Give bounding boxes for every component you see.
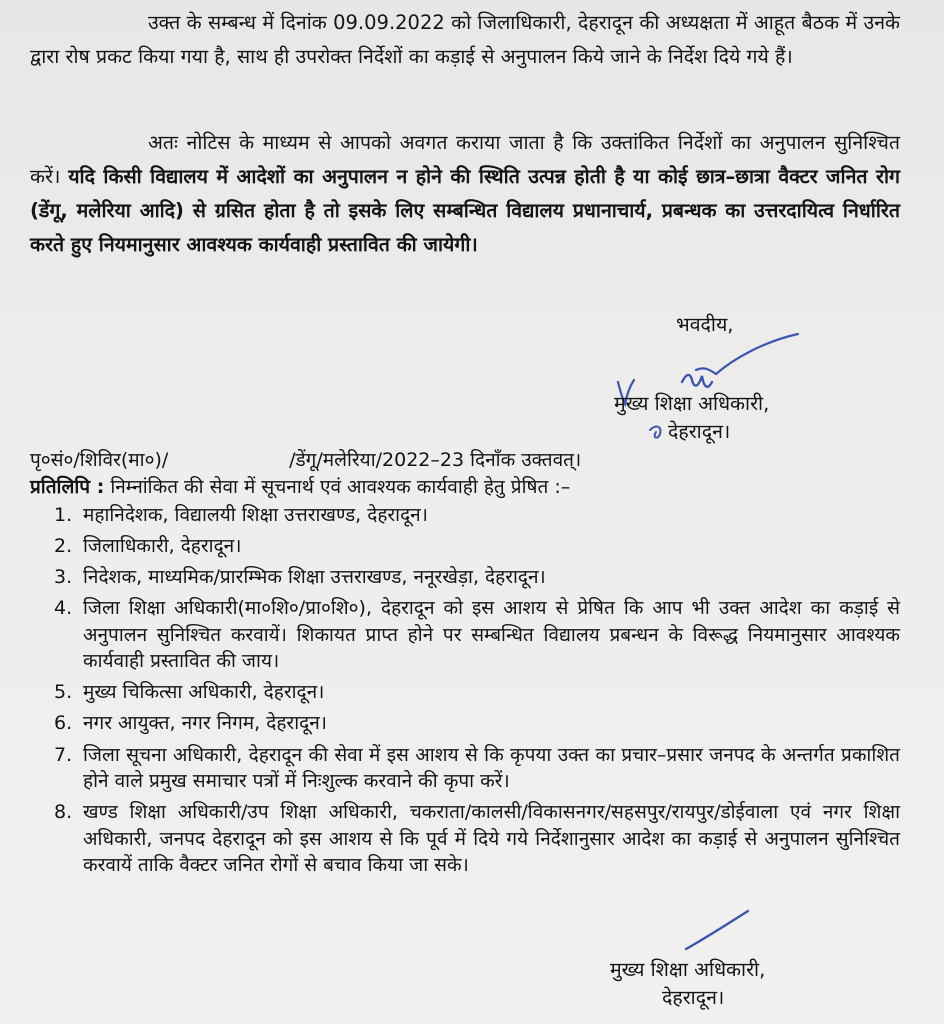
list-item-text: निदेशक, माध्यमिक/प्रारम्भिक शिक्षा उत्तराखण्ड, ननूरखेड़ा, देहरादून।: [83, 566, 546, 589]
list-item: [30, 533, 900, 560]
copy-to-heading: [30, 474, 570, 500]
copy-to-text: निम्नांकित की सेवा में सूचनार्थ एवं आवश्यक कार्यवाही हेतु प्रेषित :–: [110, 476, 571, 498]
list-item-number: 1.: [54, 504, 73, 526]
signatory-place-1: देहरादून।: [668, 420, 731, 443]
closing-salutation: भवदीय,: [676, 313, 734, 336]
list-item: [30, 595, 900, 675]
signature-2-icon: [680, 905, 760, 955]
copy-to-list: [30, 502, 900, 883]
list-item-number: 2.: [54, 535, 73, 558]
signatory-title-2: मुख्य शिक्षा अधिकारी,: [610, 958, 766, 981]
list-item-text: जिला सूचना अधिकारी, देहरादून की सेवा में इस आशय से कि कृपया उक्त का प्रचार–प्रसार जनपद के अन्तर्गत प्रकाशित होने वाले प्रमुख समाचार पत्रों में निःशुल्क करवाने की कृपा करें।: [83, 743, 900, 793]
paragraph-2-normal: अतः नोटिस के माध्यम से आपको अवगत कराया जाता है कि उक्तांकित निर्देशों का अनुपालन सुनिश्चित करें।: [30, 131, 900, 188]
list-item-text: महानिदेशक, विद्यालयी शिक्षा उत्तराखण्ड, देहरादून।: [83, 504, 428, 526]
list-item: [30, 564, 900, 591]
list-item-text: खण्ड शिक्षा अधिकारी/उप शिक्षा अधिकारी, चकराता/कालसी/विकासनगर/सहसपुर/रायपुर/डोईवाला एवं नगर शिक्षा अधिकारी, जनपद देहरादून को इस आशय से कि पूर्व में दिये गये निर्देशानुसार आदेश का कड़ाई से अनुपालन सुनिश्चित करवायें ताकि वैक्टर जनित रोगों से बचाव किया जा सके।: [83, 801, 900, 877]
list-item-number: 7.: [54, 743, 73, 766]
list-item-number: 5.: [54, 681, 73, 704]
list-item-number: 3.: [54, 566, 73, 589]
list-item-number: 4.: [54, 597, 73, 620]
list-item: [30, 679, 900, 706]
paragraph-2-bold: यदि किसी विद्यालय में आदेशों का अनुपालन न होने की स्थिति उत्पन्न होती है या कोई छात्र–छात्रा वैक्टर जनित रोग (डेंगू, मलेरिया आदि) से ग्रसित होता है तो इसके लिए सम्बन्धित विद्यालय प्रधानाचार्य, प्रबन्धक का उत्तरदायित्व निर्धारित करते हुए नियमानुसार आवश्यक कार्यवाही प्रस्तावित की जायेगी।: [30, 165, 900, 256]
list-item-text: नगर आयुक्त, नगर निगम, देहरादून।: [83, 712, 327, 735]
list-item-text: मुख्य चिकित्सा अधिकारी, देहरादून।: [83, 681, 325, 704]
signatory-title-1: मुख्य शिक्षा अधिकारी,: [614, 392, 770, 415]
copy-to-lead: प्रतिलिपि :: [30, 476, 105, 498]
paragraph-2: [30, 126, 900, 262]
list-item-number: 8.: [54, 801, 73, 824]
list-item: [30, 742, 900, 795]
reference-line: पृ०सं०/शिविर(मा०)/ /डेंगू/मलेरिया/2022–23 दिनाँक उक्तवत्।: [30, 449, 582, 471]
list-item: [30, 710, 900, 737]
list-item-number: 6.: [54, 712, 73, 735]
signatory-place-2: देहरादून।: [662, 986, 725, 1009]
list-item-text: जिलाधिकारी, देहरादून।: [83, 535, 242, 558]
list-item: [30, 502, 900, 529]
list-item: [30, 799, 900, 879]
list-item-text: जिला शिक्षा अधिकारी(मा०शि०/प्रा०शि०), देहरादून को इस आशय से प्रेषित कि आप भी उक्त आदेश का कड़ाई से अनुपालन सुनिश्चित करवायें। शिकायत प्राप्त होने पर सम्बन्धित विद्यालय प्रबन्धन के विरूद्ध नियमानुसार आवश्यक कार्यवाही प्रस्तावित की जाय।: [83, 597, 900, 673]
paragraph-1: उक्त के सम्बन्ध में दिनांक 09.09.2022 को जिलाधिकारी, देहरादून की अध्यक्षता में आहूत बैठक में उनके द्वारा रोष प्रकट किया गया है, साथ ही उपरोक्त निर्देशों का कड़ाई से अनुपालन किये जाने के निर्देश दिये गये हैं।: [30, 11, 900, 68]
